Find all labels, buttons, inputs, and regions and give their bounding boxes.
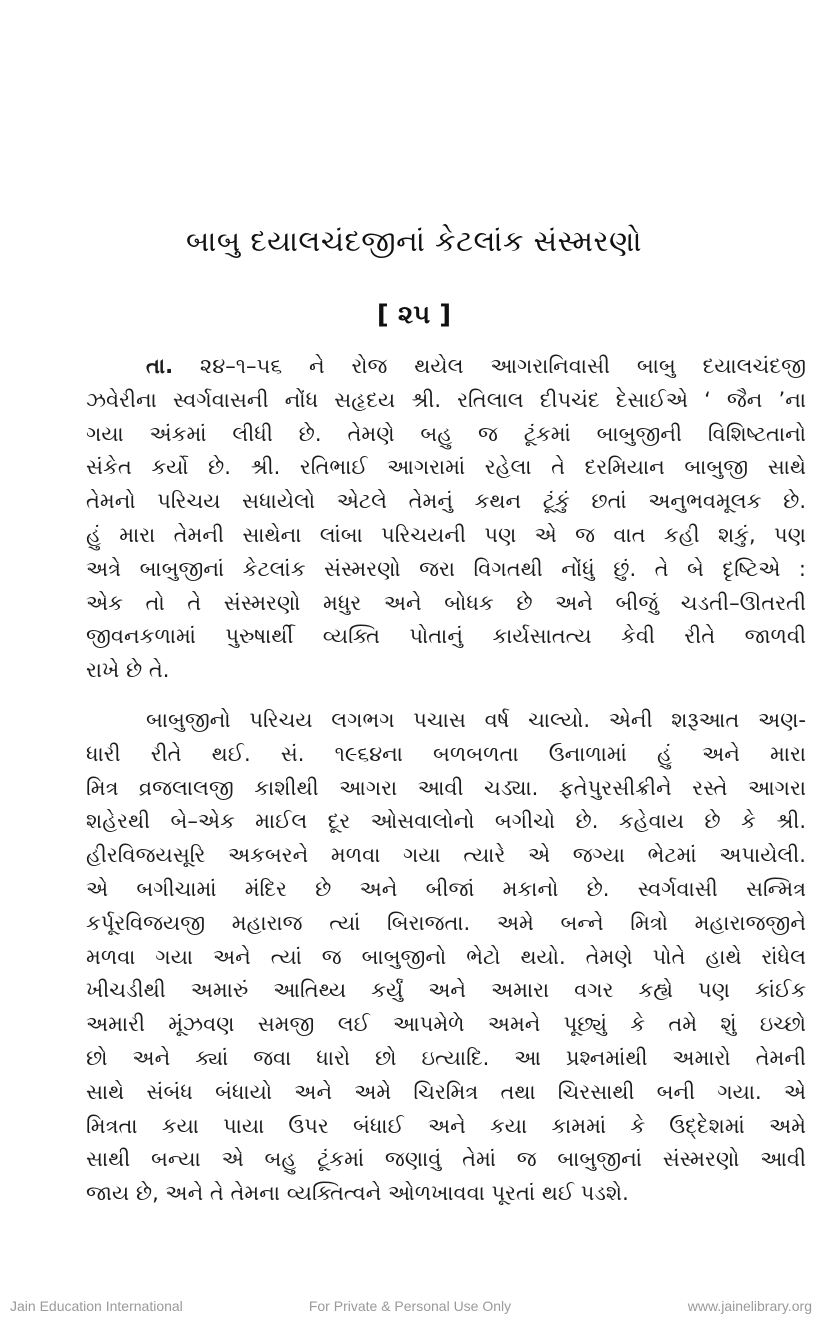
text-line: ધારી રીતે થઈ. સં. ૧૯૬૪ના બળબળતા ઉનાળામાં હું અને મારા [86, 741, 806, 766]
text-line: જાય છે, અને તે તેમના વ્યક્તિત્વને ઓળખાવવા પૂરતાં થઈ પડશે. [86, 1181, 629, 1206]
paragraph-1 [86, 350, 806, 688]
text-line: જીવનકળામાં પુરુષાર્થી વ્યક્તિ પોતાનું કાર્યસાતત્ય કેવી રીતે જાળવી [86, 624, 806, 649]
text-line: ખીચડીથી અમારું આતિથ્ય કર્યું અને અમારા વગર કહ્યે પણ કાંઈક [86, 978, 806, 1003]
text-line: અત્રે બાબુજીનાં કેટલાંક સંસ્મરણો જરા વિગતથી નોંધું છું. તે બે દૃષ્ટિએ : [86, 556, 806, 581]
text-line: શહેરથી બે–એક માઈલ દૂર ઓસવાલોનો બગીચો છે. કહેવાય છે કે શ્રી. [86, 809, 806, 834]
text-line: મળવા ગયા અને ત્યાં જ બાબુજીનો ભેટો થયો. તેમણે પોતે હાથે રાંધેલ [86, 944, 806, 969]
text-line: બાબુજીનો પરિચય લગભગ પચાસ વર્ષ ચાલ્યો. એની શરૂઆત અણ- [146, 707, 806, 732]
text-line: મિત્ર વ્રજલાલજી કાશીથી આગરા આવી ચડ્યા. ફતેપુરસીક્રીને રસ્તે આગરા [86, 775, 806, 800]
text-line: છો અને ક્યાં જવા ધારો છો ઇત્યાદિ. આ પ્રશ્નમાંથી અમારો તેમની [86, 1045, 806, 1070]
text-line: એક તો તે સંસ્મરણો મધુર અને બોધક છે અને બીજું ચડતી–ઊતરતી [86, 590, 806, 615]
text-line: હીરવિજયસૂરિ અકબરને મળવા ગયા ત્યારે એ જગ્યા ભેટમાં અપાયેલી. [86, 843, 806, 868]
text-line: હું મારા તેમની સાથેના લાંબા પરિચયની પણ એ જ વાત કહી શકું, પણ [86, 522, 806, 547]
page-footer [0, 1298, 828, 1318]
body-text [86, 350, 806, 1211]
text-line: રાખે છે તે. [86, 658, 170, 683]
paragraph-spacer [86, 688, 806, 704]
chapter-title: બાબુ દયાલચંદજીનાં કેટલાંક સંસ્મરણો [185, 224, 643, 258]
text-line: તેમનો પરિચય સધાયેલો એટલે તેમનું કથન ટૂંકું છતાં અનુભવમૂલક છે. [86, 489, 806, 514]
footer-usage-notice: For Private & Personal Use Only [308, 1298, 512, 1314]
footer-publisher: Jain Education International [10, 1298, 183, 1314]
text-line: કર્પૂરવિજયજી મહારાજ ત્યાં બિરાજતા. અમે બન્ને મિત્રો મહારાજજીને [86, 910, 806, 935]
date-prefix: તા. [146, 354, 174, 378]
text-line: સાથે સંબંધ બંધાયો અને અમે ચિરમિત્ર તથા ચિરસાથી બની ગયા. એ [86, 1079, 807, 1104]
text-line: મિત્રતા કયા પાયા ઉપર બંધાઈ અને કયા કામમાં કે ઉદ્દેશમાં અમે [86, 1113, 806, 1138]
text-line: સંકેત કર્યો છે. શ્રી. રતિભાઈ આગરામાં રહેલા તે દરમિયાન બાબુજી સાથે [86, 455, 806, 480]
paragraph-2 [86, 704, 806, 1211]
text-line: ગયા અંકમાં લીધી છે. તેમણે બહુ જ ટૂંકમાં બાબુજીની વિશિષ્ટતાનો [86, 421, 806, 446]
text-line: સાથી બન્યા એ બહુ ટૂંકમાં જણાવું તેમાં જ બાબુજીનાં સંસ્મરણો આવી [86, 1147, 806, 1172]
footer-website-link[interactable]: www.jainelibrary.org [687, 1298, 812, 1314]
text-line: ઝવેરીના સ્વર્ગવાસની નોંધ સહૃદય શ્રી. રતિલાલ દીપચંદ દેસાઈએ ‘ જૈન ’ના [86, 387, 806, 412]
text-line: અમારી મૂંઝવણ સમજી લઈ આપમેળે અમને પૂછ્યું કે તમે શું ઇચ્છો [86, 1012, 806, 1037]
text-line: તા. ૨૪–૧–૫૬ ને રોજ થયેલ આગરાનિવાસી બાબુ દયાલચંદજી [146, 354, 806, 378]
chapter-number: [ ૨૫ ] [376, 300, 452, 330]
text-line: એ બગીચામાં મંદિર છે અને બીજાં મકાનો છે. સ્વર્ગવાસી સન્મિત્ર [86, 876, 806, 901]
